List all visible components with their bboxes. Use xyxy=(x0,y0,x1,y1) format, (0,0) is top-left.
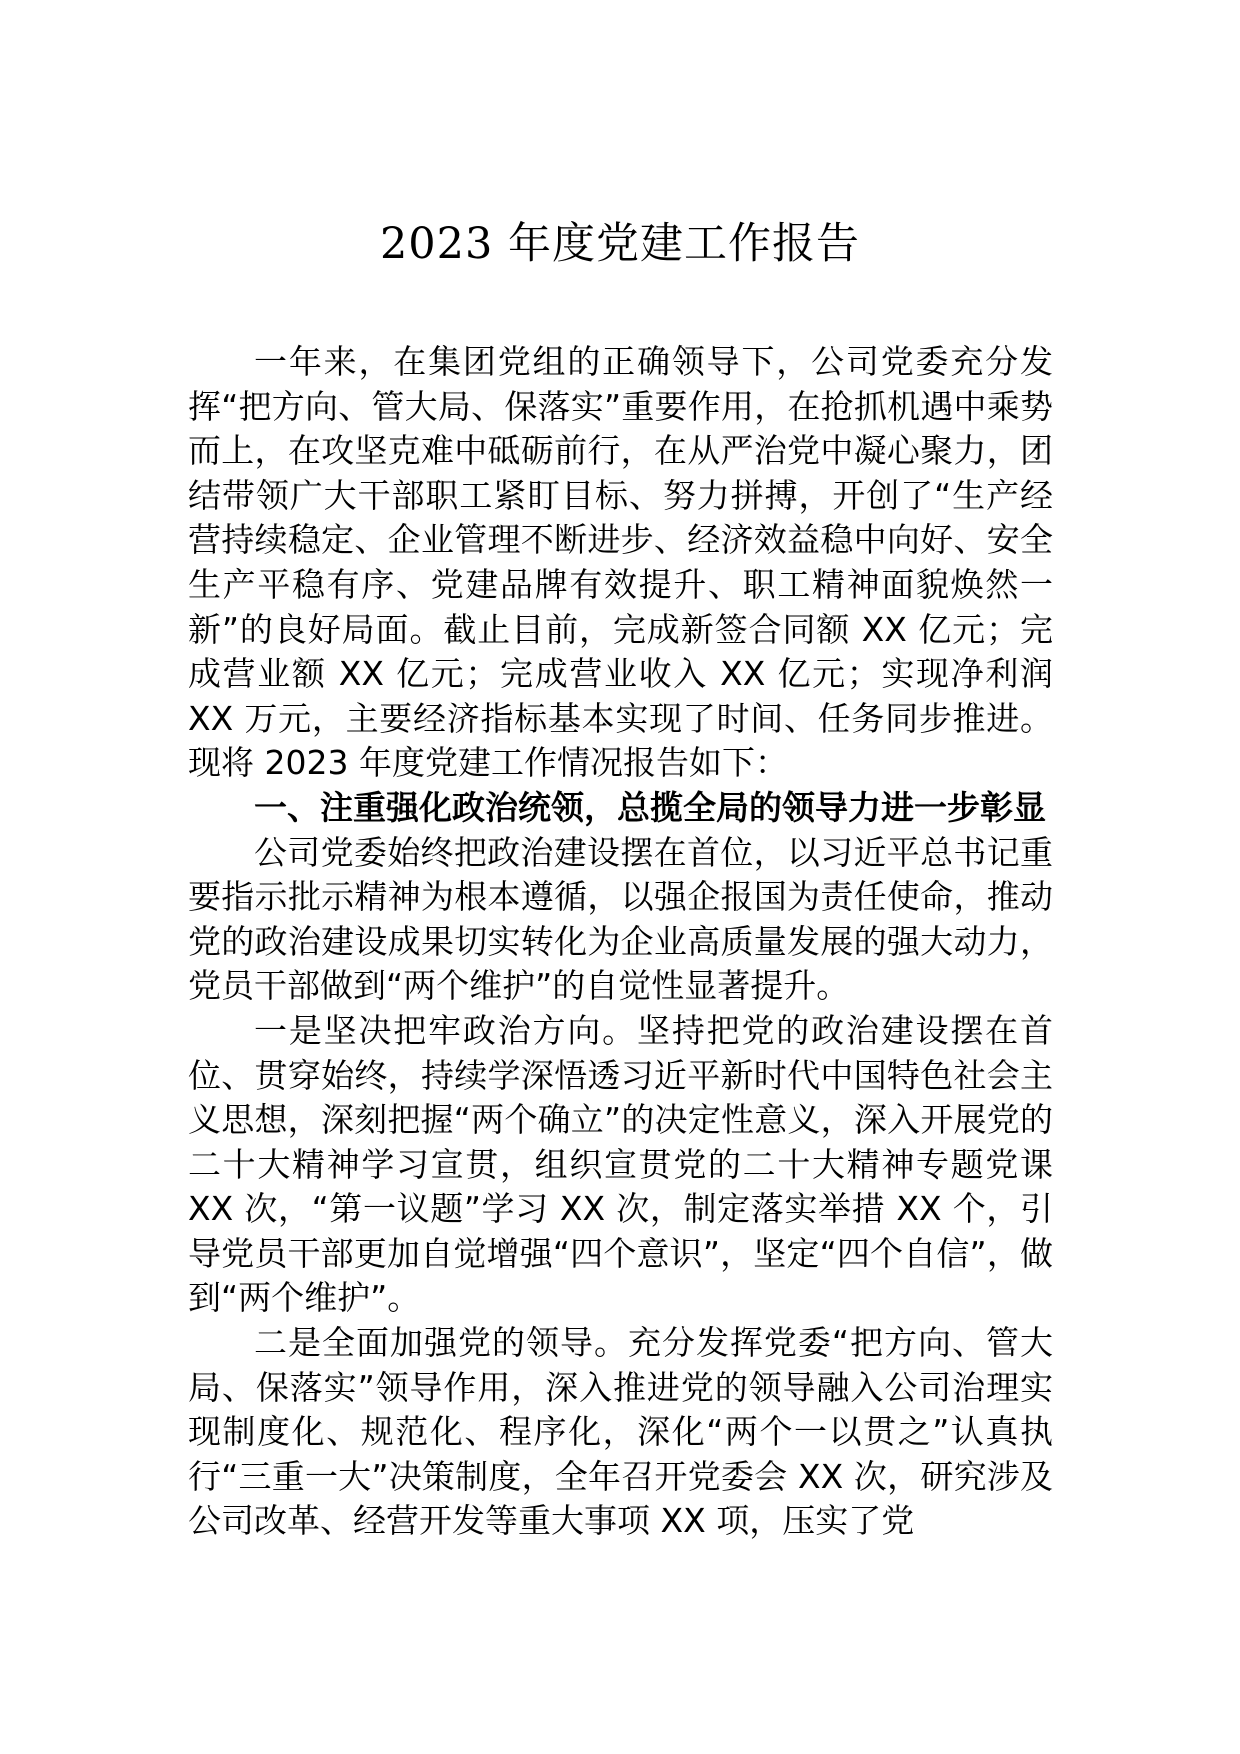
document-body xyxy=(188,340,1053,1544)
section-1-summary-paragraph: 公司党委始终把政治建设摆在首位，以习近平总书记重要指示批示精神为根本遵循，以强企报国为责任使命，推动党的政治建设成果切实转化为企业高质量发展的强大动力，党员干部做到“两个维护”的自觉性显著提升。 xyxy=(188,832,1053,1006)
document-title: 2023 年度党建工作报告 xyxy=(379,219,861,269)
intro-paragraph: 一年来，在集团党组的正确领导下，公司党委充分发挥“把方向、管大局、保落实”重要作用，在抢抓机遇中乘势而上，在攻坚克难中砥砺前行，在从严治党中凝心聚力，团结带领广大干部职工紧盯目标、努力拼搏，开创了“生产经营持续稳定、企业管理不断进步、经济效益稳中向好、安全生产平稳有序、党建品牌有效提升、职工精神面貌焕然一新”的良好局面。截止目前，完成新签合同额 XX 亿元；完成营业额 XX 亿元；完成营业收入 XX 亿元；实现净利润 XX 万元，主要经济指标基本实现了时间、任务同步推进。现将 2023 年度党建工作情况报告如下： xyxy=(188,342,1053,783)
point-1-paragraph: 一是坚决把牢政治方向。坚持把党的政治建设摆在首位、贯穿始终，持续学深悟透习近平新时代中国特色社会主义思想，深刻把握“两个确立”的决定性意义，深入开展党的二十大精神学习宣贯，组织宣贯党的二十大精神专题党课 XX 次，“第一议题”学习 XX 次，制定落实举措 XX 个，引导党员干部更加自觉增强“四个意识”，坚定“四个自信”，做到“两个维护”。 xyxy=(188,1010,1053,1318)
section-heading-1: 一、注重强化政治统领，总揽全局的领导力进一步彰显 xyxy=(254,787,1046,827)
point-2-paragraph: 二是全面加强党的领导。充分发挥党委“把方向、管大局、保落实”领导作用，深入推进党的领导融入公司治理实现制度化、规范化、程序化，深化“两个一以贯之”认真执行“三重一大”决策制度，全年召开党委会 XX 次，研究涉及公司改革、经营开发等重大事项 XX 项，压实了党 xyxy=(188,1323,1053,1541)
